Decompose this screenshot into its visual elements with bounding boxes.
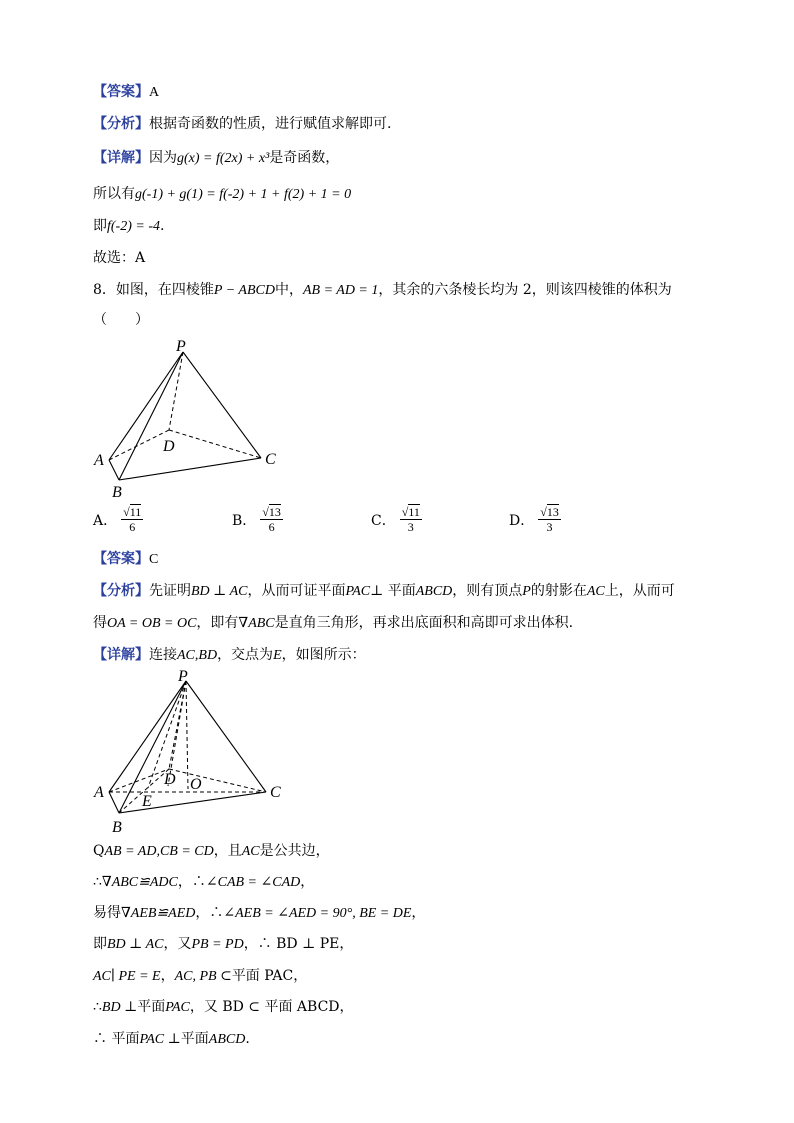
vertex-label-d: D [164,771,176,788]
proof-line [93,873,314,892]
proof-line [93,1030,250,1049]
q7-analysis-line [93,115,391,133]
vertex-label-c: C [265,451,276,468]
point-label-e: E [142,793,152,810]
detail-tag: 【详解】 [93,150,149,166]
math-expr: BD ⊥ AC [107,937,164,952]
proof-text: ，∴ [177,874,206,890]
radicand: 11 [408,505,420,519]
vertex-label-c: C [270,784,281,801]
proof-text: 即 [93,936,107,952]
analysis-text: ，从而可证平面 [247,583,346,599]
analysis-tag: 【分析】 [93,583,149,599]
math-expr: AB = AD = 1 [302,283,379,298]
q8-detail-line-1 [93,646,366,665]
detail-text: 连接 [149,647,177,663]
math-expr: ABCD [208,1032,246,1047]
point-label-o: O [190,776,202,793]
q8-stem [93,281,672,300]
analysis-text: 是直角三角形，再求出底面积和高即可求出体积. [274,615,574,631]
pyramid-figure-1 [90,335,290,500]
proof-line [93,998,354,1017]
analysis-text: 的射影在 [530,583,587,599]
option-letter: D． [509,512,535,529]
math-expr: P − ABCD [213,283,275,298]
option-letter: A． [93,512,118,529]
proof-text: ， [300,874,315,890]
math-expr: AC,BD [177,648,218,663]
proof-text: ∴ 平面 [93,1031,140,1047]
math-expr: ABCD [415,584,453,599]
vertex-label-d: D [163,438,175,455]
math-expr: g(x) = f(2x) + x³ [177,151,270,166]
radicand: 13 [546,505,559,519]
radicand: 13 [268,505,281,519]
proof-text: ， [160,968,175,984]
math-expr: ∇AEB≌AED [121,906,196,921]
proof-line [93,904,425,923]
math-expr: AC∣ PE = E [93,969,161,984]
option-a[interactable] [93,505,143,534]
pyramid-figure-2 [90,666,300,838]
vertex-label-p: P [176,338,186,355]
fraction: $\frac{√13}{3}$ [540,505,559,534]
denominator: 3 [546,520,553,534]
detail-text: ，如图所示： [281,647,366,663]
q7-detail-line-3 [93,217,164,236]
math-expr: g(-1) + g(1) = f(-2) + 1 + f(2) + 1 = 0 [135,187,352,202]
proof-text: ，又 [163,936,192,952]
proof-text: Q [93,843,105,859]
option-c[interactable] [371,505,422,534]
option-b[interactable] [232,505,283,534]
math-expr: AC, PB ⊂ [174,969,232,984]
math-expr: P [522,584,531,599]
answer-tag: 【答案】 [93,84,149,100]
proof-text: ，∴ [195,905,224,921]
analysis-text: 根据奇函数的性质，进行赋值求解即可. [149,116,392,132]
fraction: $\frac{√11}{3}$ [401,505,420,534]
proof-text: ， [411,905,426,921]
denominator: 3 [407,520,414,534]
fraction: $\frac{√13}{6}$ [262,505,281,534]
analysis-text: 上，从而可 [604,583,675,599]
math-expr: ∠CAB = ∠CAD [205,875,301,890]
math-expr: PB = PD [191,937,244,952]
vertex-label-b: B [112,484,122,500]
proof-text: ∴ [93,999,102,1015]
vertex-label-a: A [94,452,104,469]
proof-text: 平面 [137,999,166,1015]
q7-answer-line [93,83,159,102]
math-expr: AC [586,584,605,599]
detail-tag: 【详解】 [93,647,149,663]
stem-text: 8．如图，在四棱锥 [93,282,214,298]
stem-text: ，其余的六条棱长均为 2，则该四棱锥的体积为 [378,282,672,298]
detail-text: . [160,218,165,234]
option-letter: C． [371,512,396,529]
analysis-text: 得 [93,615,107,631]
math-expr: ∇ABC [238,616,275,631]
math-expr: ∇ABC≌ADC [101,875,178,890]
detail-text: 所以有 [93,186,135,202]
proof-text: 是公共边， [259,843,330,859]
analysis-text: ⊥ 平面 [370,583,416,599]
math-expr: BD ⊥ AC [191,584,248,599]
analysis-tag: 【分析】 [93,116,149,132]
denominator: 6 [268,520,275,534]
detail-text: 即 [93,218,107,234]
denominator: 6 [129,520,136,534]
analysis-text: ，即有 [196,615,239,631]
math-expr: AC [241,844,260,859]
q7-conclusion: 故选：A [93,250,146,266]
math-expr: PAC ⊥ [139,1032,181,1047]
fraction: $\frac{√11}{6}$ [123,505,142,534]
math-expr: AB = AD,CB = CD [104,844,214,859]
math-expr: OA = OB = OC [107,616,197,631]
proof-line [93,842,330,861]
proof-text: ，且 [213,843,242,859]
vertex-label-b: B [112,819,122,836]
analysis-text: 先证明 [149,583,191,599]
option-d[interactable] [509,505,561,534]
radicand: 11 [129,505,142,519]
proof-text: 平面 PAC， [231,968,308,984]
stem-text: 中， [274,282,303,298]
detail-text: 因为 [149,150,177,166]
answer-value: C [149,552,159,567]
proof-line [93,967,307,986]
q7-detail-line-1 [93,149,339,168]
option-letter: B． [232,512,257,529]
proof-text: 平面 [180,1031,209,1047]
q7-detail-line-2 [93,185,351,204]
proof-text: ，又 BD ⊂ 平面 ABCD， [189,999,354,1015]
math-expr: PAC [345,584,371,599]
proof-line [93,935,353,954]
q8-answer-line [93,550,158,569]
vertex-label-p: P [178,668,188,685]
math-expr: BD ⊥ [101,1000,138,1015]
math-expr: ∠AEB = ∠AED = 90°, BE = DE [223,906,412,921]
analysis-text: ，则有顶点 [452,583,523,599]
proof-text: . [245,1031,250,1047]
vertex-label-a: A [94,784,104,801]
answer-tag: 【答案】 [93,551,149,567]
proof-text: 易得 [93,905,121,921]
proof-text: ，∴ BD ⊥ PE， [243,936,354,952]
math-expr: PAC [165,1000,190,1015]
q8-analysis-line-1 [93,582,675,601]
detail-text: ，交点为 [217,647,274,663]
detail-text: 是奇函数， [269,150,340,166]
q8-stem-paren: （ ） [93,312,149,328]
answer-value: A [149,85,160,100]
q8-analysis-line-2 [93,614,573,633]
math-expr: E [273,648,282,663]
math-expr: f(-2) = -4 [107,219,160,234]
proof-text: ∴ [93,874,102,890]
